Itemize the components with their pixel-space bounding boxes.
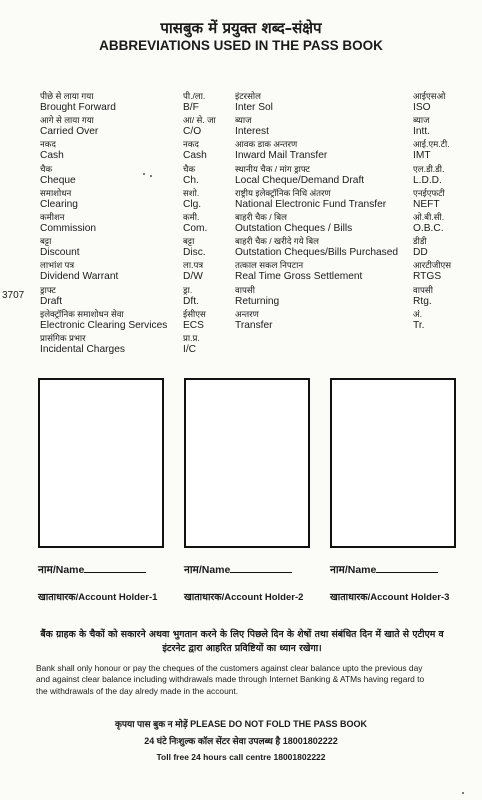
abbreviation-entry: बाहरी चैक / बिल: [235, 211, 288, 222]
name-label: नाम/Name: [184, 564, 231, 576]
abbreviation-entry: इंटरसोल: [235, 91, 261, 101]
account-holder-label-3: खाताधारक/Account Holder-3: [330, 592, 450, 603]
abbreviation-entry: ड्रा.: [183, 284, 193, 295]
abbreviation-entry: Inter Sol: [235, 102, 273, 114]
name-field-1: [38, 563, 146, 577]
abbreviation-entry: पी./ला.: [183, 91, 206, 101]
abbreviation-entry: Draft: [40, 295, 63, 307]
abbreviation-entry: Cheque: [40, 174, 76, 186]
abbreviation-entry: चैक: [40, 163, 53, 174]
abbreviation-entry: ब्याज: [413, 115, 430, 126]
signature-box-2: [184, 378, 310, 548]
signature-box-3: [330, 378, 456, 548]
abbreviation-entry: O.B.C.: [413, 223, 444, 235]
notice-hindi: बैंक ग्राहक के चैकों को सकारने अथवा भुगतान करने के लिए पिछले दिन के शेषों तथा संबंधित दिन में खाते से एटीएम व इंटरनेट द्वारा आहरित प्रविष्टियों का ध्यान रखेगा।: [40, 629, 444, 654]
abbreviation-entry: आ/ से. जा: [183, 115, 216, 126]
abbreviation-entry: बट्टा: [40, 236, 52, 247]
abbreviation-entry: RTGS: [413, 271, 442, 283]
abbreviation-entry: इलेक्ट्रॉनिक समाशोधन सेवा: [40, 308, 124, 319]
abbreviation-entry: National Electronic Fund Transfer: [235, 198, 387, 210]
abbreviation-entry: समाशोधन: [40, 187, 72, 198]
abbreviation-entry: Commission: [40, 223, 97, 235]
abbreviation-entry: Intt.: [413, 126, 430, 138]
abbreviation-entry: Clg.: [183, 198, 202, 210]
abbreviation-entry: Cash: [183, 150, 207, 162]
abbreviation-entry: ला.पत्र: [183, 260, 204, 271]
abbreviation-entry: आईएसओ: [413, 91, 446, 101]
abbreviation-entry: Inward Mail Transfer: [235, 150, 328, 162]
abbreviation-entry: Discount: [40, 247, 80, 259]
page-title-hindi: पासबुक में प्रयुक्त शब्द–संक्षेप: [160, 19, 322, 37]
abbreviation-entry: नकद: [40, 139, 56, 150]
abbreviation-entry: DD: [413, 247, 428, 259]
margin-number: 3707: [2, 290, 25, 301]
abbreviation-entry: ब्याज: [235, 115, 252, 126]
abbreviation-entry: ड्राफ्ट: [40, 284, 56, 295]
abbreviation-entry: Dft.: [183, 295, 199, 307]
name-field-3: [330, 563, 438, 577]
abbreviation-entry: एल.डी.डी.: [413, 163, 445, 174]
abbreviation-entry: NEFT: [413, 198, 440, 210]
abbreviation-entry: L.D.D.: [413, 174, 442, 186]
abbreviation-entry: C/O: [183, 126, 202, 138]
abbreviation-entry: ओ.बी.सी.: [413, 211, 445, 222]
abbreviation-entry: वापसी: [413, 284, 433, 295]
abbreviation-codes-column: [183, 90, 216, 356]
abbreviation-entry: आवक डाक अन्तरण: [235, 139, 298, 150]
abbreviation-entry: चैक: [183, 163, 196, 174]
abbreviation-entry: Electronic Clearing Services: [40, 319, 168, 331]
abbreviation-entry: Transfer: [235, 319, 273, 331]
abbreviation-entry: अन्तरण: [235, 308, 259, 319]
abbreviation-entry: कमी.: [183, 211, 200, 222]
abbreviation-entry: नकद: [183, 139, 199, 150]
abbreviation-entry: Tr.: [413, 319, 425, 331]
account-holder-label-2: खाताधारक/Account Holder-2: [184, 592, 304, 603]
account-holder-label-1: खाताधारक/Account Holder-1: [38, 592, 158, 603]
abbreviation-entry: I/C: [183, 343, 197, 355]
name-line: [84, 563, 146, 573]
abbreviation-entry: Disc.: [183, 247, 206, 259]
abbreviation-codes-column-2: [413, 90, 451, 332]
abbreviation-terms-column-2: [235, 90, 398, 332]
abbreviation-entry: प्रासंगिक प्रभार: [40, 332, 86, 343]
footer-call-centre-hindi: 24 घंटे निःशुल्क कॉल सेंटर सेवा उपलब्ध है 18001802222: [144, 736, 338, 746]
abbreviation-entry: IMT: [413, 150, 431, 162]
abbreviation-entry: Carried Over: [40, 126, 99, 138]
abbreviation-entry: Outstation Cheques/Bills Purchased: [235, 247, 399, 259]
abbreviation-entry: Brought Forward: [40, 102, 116, 114]
page-title: ABBREVIATIONS USED IN THE PASS BOOK: [99, 38, 383, 53]
abbreviation-entry: Local Cheque/Demand Draft: [235, 174, 365, 186]
abbreviation-entry: आरटीजीएस: [413, 260, 452, 271]
abbreviation-entry: ISO: [413, 102, 431, 114]
abbreviation-entry: बट्टा: [183, 236, 195, 247]
name-line: [230, 563, 292, 573]
abbreviation-entry: लाभांश पत्र: [40, 260, 75, 271]
notice-english: Bank shall only honour or pay the cheques of the customers against clear balance upto the previous day and against clear balance including withdrawals made through Internet Banking & ATMs having regard to the withdrawals of the day alredy made in the account.: [36, 663, 425, 696]
abbreviation-entry: आई.एम.टी.: [413, 139, 450, 150]
abbreviation-entry: ECS: [183, 319, 204, 331]
abbreviation-entry: आगे से लाया गया: [40, 115, 94, 126]
abbreviation-entry: Ch.: [183, 174, 199, 186]
abbreviation-entry: तत्काल सकल निपटान: [235, 260, 304, 271]
scan-speck: [462, 792, 464, 794]
abbreviation-entry: पीछे से लाया गया: [40, 91, 94, 101]
abbreviation-entry: एनईएफटी: [413, 187, 445, 198]
abbreviation-entry: Com.: [183, 223, 208, 235]
abbreviation-entry: प्रा.प्र.: [183, 332, 200, 343]
scan-speck: [150, 175, 152, 177]
abbreviation-entry: अं.: [413, 308, 422, 319]
abbreviation-entry: Outstation Cheques / Bills: [235, 223, 353, 235]
abbreviation-entry: डीडी: [413, 236, 427, 247]
abbreviation-entry: कमीशन: [40, 211, 65, 222]
abbreviation-entry: Incidental Charges: [40, 343, 125, 355]
signature-box-1: [38, 378, 164, 548]
abbreviation-entry: स्थानीय चैक / मांग ड्राफ्ट: [235, 163, 310, 174]
name-label: नाम/Name: [38, 564, 85, 576]
abbreviation-entry: ईसीएस: [183, 308, 206, 319]
name-label: नाम/Name: [330, 564, 377, 576]
abbreviation-terms-column: [40, 90, 167, 356]
abbreviation-entry: B/F: [183, 102, 199, 114]
name-line: [376, 563, 438, 573]
abbreviation-entry: Dividend Warrant: [40, 271, 119, 283]
abbreviation-entry: सशो.: [183, 187, 200, 198]
abbreviation-entry: Cash: [40, 150, 64, 162]
abbreviation-entry: Rtg.: [413, 295, 432, 307]
footer-toll-free: Toll free 24 hours call centre 18001802222: [156, 752, 326, 762]
abbreviation-entry: Clearing: [40, 198, 78, 210]
abbreviation-entry: वापसी: [235, 284, 255, 295]
abbreviation-entry: Real Time Gross Settlement: [235, 271, 363, 283]
scan-speck: [143, 173, 145, 175]
name-field-2: [184, 563, 292, 577]
abbreviation-entry: राष्ट्रीय इलेक्ट्रॉनिक निधि अंतरण: [235, 187, 331, 198]
footer-do-not-fold: कृपया पास बुक न मोड़ें PLEASE DO NOT FOLD THE PASS BOOK: [114, 719, 368, 729]
abbreviation-entry: बाहरी चैक / खरीदे गये बिल: [235, 236, 319, 247]
abbreviation-entry: D/W: [183, 271, 203, 283]
abbreviation-entry: Interest: [235, 126, 269, 138]
abbreviation-entry: Returning: [235, 295, 280, 307]
